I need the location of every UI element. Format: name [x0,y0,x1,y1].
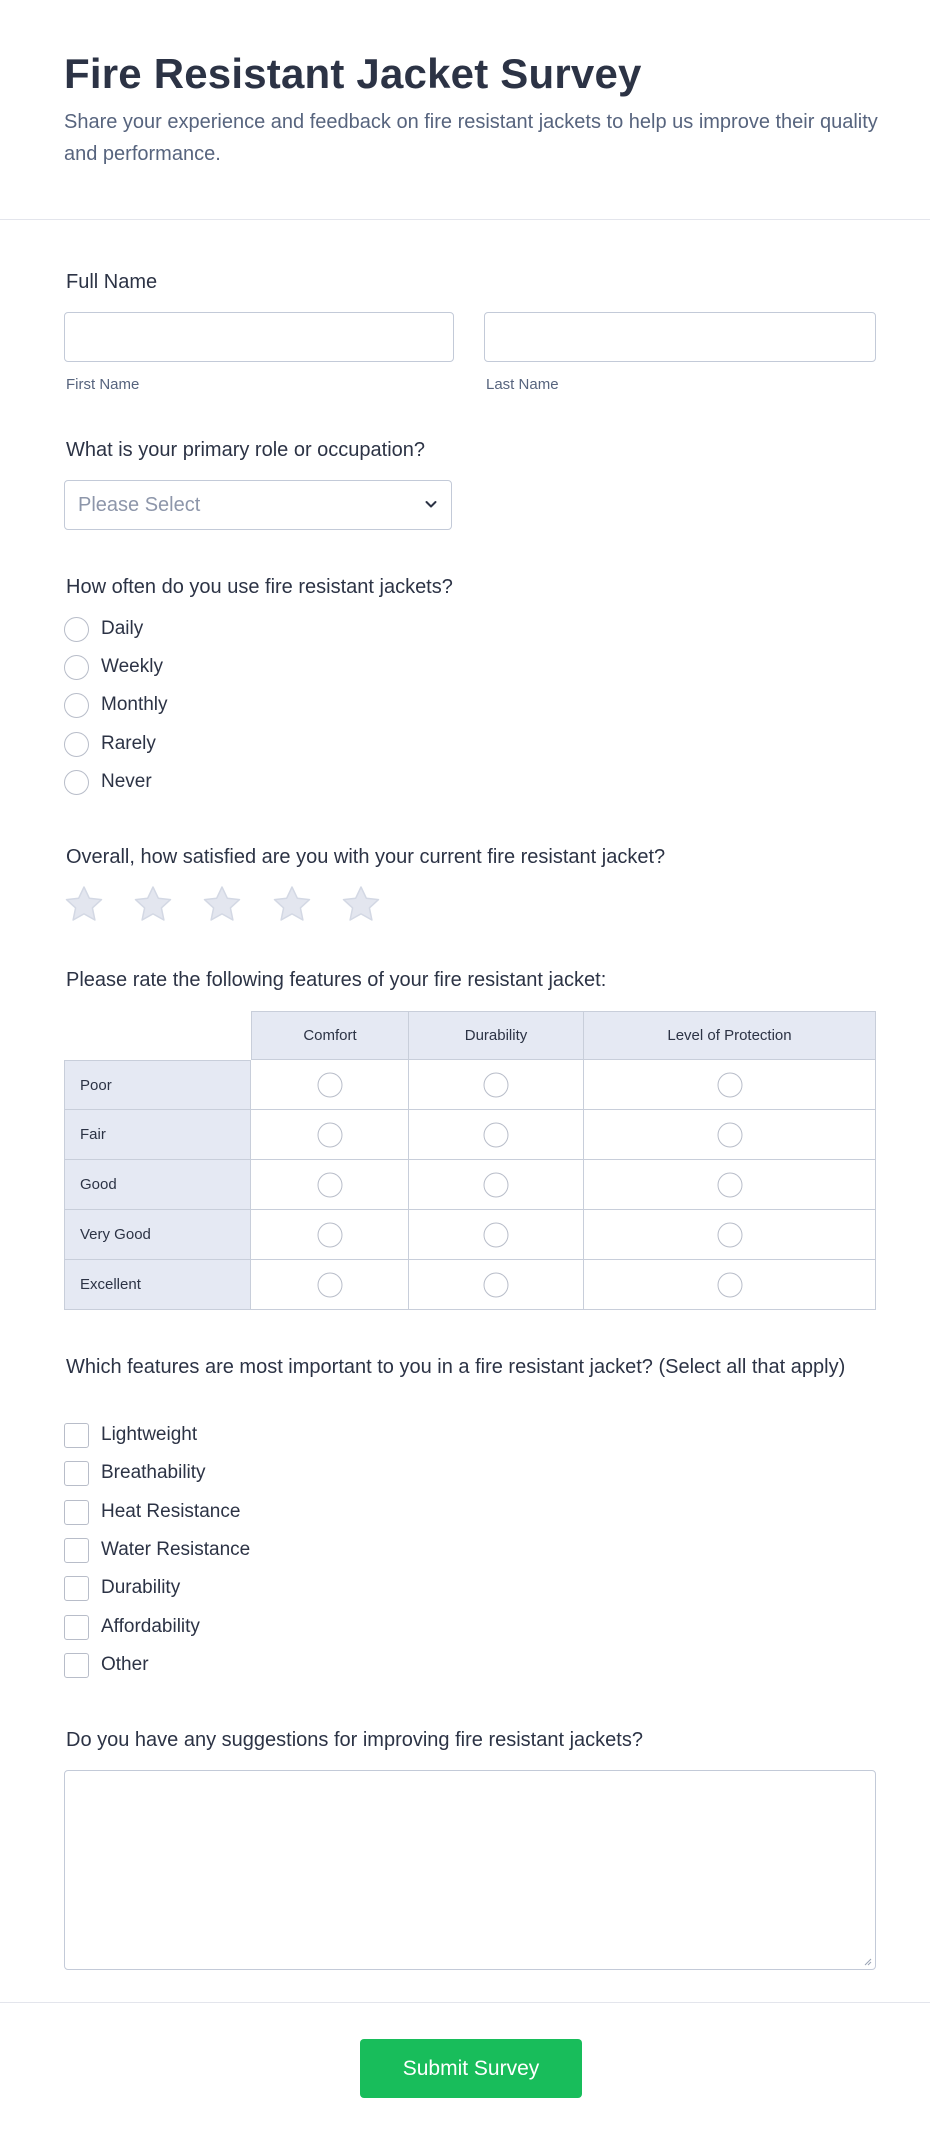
first-name-input[interactable] [64,312,454,362]
radio-button[interactable] [317,1272,342,1297]
suggestions-question-label: Do you have any suggestions for improving fire resistant jackets? [66,1729,643,1751]
resize-grip-icon[interactable] [862,1956,872,1966]
matrix-column-header: Level of Protection [584,1011,876,1060]
radio-button[interactable] [484,1122,509,1147]
radio-button[interactable] [64,732,89,757]
checkbox-label: Heat Resistance [101,1501,241,1522]
form-title: Fire Resistant Jacket Survey [64,50,642,97]
frequency-option-label: Never [101,771,152,792]
frequency-option-label: Weekly [101,656,163,677]
matrix-cell [584,1110,876,1160]
feature-rating-matrix [64,1011,876,1310]
matrix-column-header: Durability [409,1011,584,1060]
matrix-row-label: Very Good [64,1210,251,1260]
radio-button[interactable] [64,655,89,680]
matrix-column-header: Comfort [251,1011,409,1060]
checkbox[interactable] [64,1461,89,1486]
full-name-label: Full Name [66,271,158,293]
matrix-cell [251,1060,409,1110]
chevron-down-icon [423,496,439,512]
matrix-cell [251,1160,409,1210]
frequency-option-label: Monthly [101,694,168,715]
radio-button[interactable] [317,1122,342,1147]
radio-button[interactable] [484,1172,509,1197]
matrix-cell [251,1210,409,1260]
matrix-row-label: Excellent [64,1260,251,1310]
role-dropdown-placeholder: Please Select [78,494,201,516]
radio-button[interactable] [317,1222,342,1247]
radio-button[interactable] [717,1222,742,1247]
matrix-cell [409,1160,584,1210]
matrix-row-label: Good [64,1160,251,1210]
checkbox[interactable] [64,1576,89,1601]
satisfaction-question-label: Overall, how satisfied are you with your current fire resistant jacket? [66,846,666,868]
radio-button[interactable] [484,1072,509,1097]
role-question-label: What is your primary role or occupation? [66,439,426,461]
role-dropdown[interactable] [64,480,452,530]
feature-matrix-label: Please rate the following features of your fire resistant jacket: [66,969,607,991]
checkbox[interactable] [64,1653,89,1678]
radio-button[interactable] [717,1072,742,1097]
matrix-cell [584,1210,876,1260]
matrix-row-label: Poor [64,1060,251,1110]
important-features-label: Which features are most important to you in a fire resistant jacket? (Select all that apply) [66,1356,846,1378]
last-name-input[interactable] [484,312,876,362]
matrix-cell [409,1110,584,1160]
checkbox-label: Breathability [101,1462,206,1483]
checkbox[interactable] [64,1423,89,1448]
radio-button[interactable] [484,1272,509,1297]
form-header [0,0,930,220]
radio-button[interactable] [64,693,89,718]
matrix-cell [584,1060,876,1110]
matrix-cell [409,1060,584,1110]
matrix-row-label: Fair [64,1110,251,1160]
checkbox-label: Durability [101,1577,181,1598]
star-icon[interactable] [272,885,312,923]
star-icon[interactable] [202,885,242,923]
checkbox-label: Other [101,1654,149,1675]
matrix-cell [409,1210,584,1260]
radio-button[interactable] [64,617,89,642]
checkbox[interactable] [64,1615,89,1640]
frequency-question-label: How often do you use fire resistant jackets? [66,576,453,598]
matrix-cell [251,1110,409,1160]
suggestions-textarea[interactable] [64,1770,876,1970]
star-icon[interactable] [64,885,104,923]
matrix-cell [409,1260,584,1310]
radio-button[interactable] [717,1272,742,1297]
checkbox[interactable] [64,1538,89,1563]
checkbox[interactable] [64,1500,89,1525]
radio-button[interactable] [64,770,89,795]
submit-button[interactable]: Submit Survey [360,2039,582,2098]
radio-button[interactable] [717,1172,742,1197]
frequency-option-label: Daily [101,618,144,639]
checkbox-label: Affordability [101,1616,200,1637]
star-icon[interactable] [341,885,381,923]
checkbox-label: Water Resistance [101,1539,251,1560]
frequency-option-label: Rarely [101,733,156,754]
radio-button[interactable] [317,1172,342,1197]
radio-button[interactable] [317,1072,342,1097]
radio-button[interactable] [484,1222,509,1247]
matrix-cell [251,1260,409,1310]
matrix-cell [584,1160,876,1210]
footer-divider [0,2002,930,2003]
star-icon[interactable] [133,885,173,923]
radio-button[interactable] [717,1122,742,1147]
matrix-cell [584,1260,876,1310]
checkbox-label: Lightweight [101,1424,198,1445]
first-name-sublabel: First Name [66,376,140,393]
last-name-sublabel: Last Name [486,376,559,393]
form-description: Share your experience and feedback on fire resistant jackets to help us improve their quality and performance. [64,111,878,165]
